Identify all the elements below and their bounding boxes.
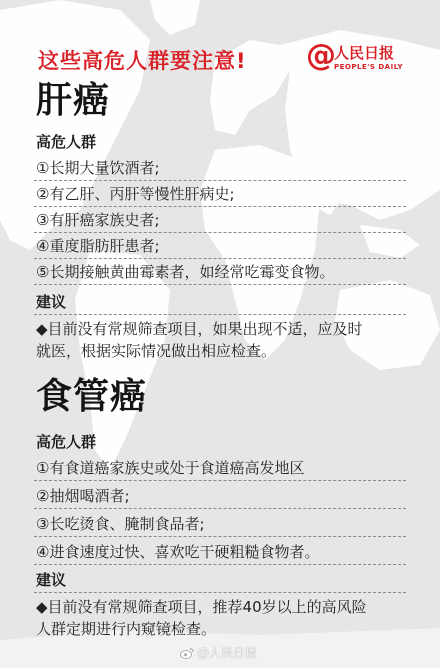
risk-list-item: ③有肝癌家族史者; <box>36 211 160 229</box>
risk-list-item: ①长期大量饮酒者; <box>36 159 160 177</box>
divider <box>34 314 406 315</box>
divider <box>34 564 406 565</box>
risk-group-heading: 高危人群 <box>36 133 97 151</box>
divider <box>34 258 406 259</box>
risk-list-item: ④进食速度过快、喜欢吃干硬粗糙食物者。 <box>36 543 320 561</box>
weibo-icon <box>180 647 194 659</box>
logo-at-symbol: @ <box>306 38 336 73</box>
divider <box>34 508 406 509</box>
section-title-esophageal-cancer: 食管癌 <box>36 376 148 417</box>
risk-list-item: ④重度脂肪肝患者; <box>36 237 160 255</box>
watermark-text: @人民日报 <box>197 646 258 660</box>
risk-list-item: ③长吃烫食、腌制食品者; <box>36 515 205 533</box>
logo-subtitle: PEOPLE'S DAILY <box>334 63 404 71</box>
divider <box>34 480 406 481</box>
divider <box>34 592 406 593</box>
divider <box>34 232 406 233</box>
page-title: 这些高危人群要注意! <box>38 49 247 73</box>
advice-line: ◆目前没有常规筛查项目，推荐40岁以上的高风险 <box>36 598 367 616</box>
risk-list-item: ②抽烟喝酒者; <box>36 487 130 505</box>
risk-list-item: ②有乙肝、丙肝等慢性肝病史; <box>36 185 235 203</box>
weibo-watermark <box>180 646 257 660</box>
risk-group-heading: 高危人群 <box>36 433 97 451</box>
advice-line: ◆目前没有常规筛查项目，如果出现不适，应及时 <box>36 320 363 338</box>
divider <box>34 284 406 285</box>
divider <box>34 180 406 181</box>
section-title-liver-cancer: 肝癌 <box>36 80 111 121</box>
peoples-daily-logo <box>306 40 416 76</box>
risk-list-item: ⑤长期接触黄曲霉素者，如经常吃霉变食物。 <box>36 263 335 281</box>
divider <box>34 206 406 207</box>
advice-heading: 建议 <box>36 571 67 589</box>
advice-line: 就医，根据实际情况做出相应检查。 <box>36 342 277 360</box>
advice-heading: 建议 <box>36 293 67 311</box>
risk-list-item: ①有食道癌家族史或处于食道癌高发地区 <box>36 459 305 477</box>
divider <box>34 536 406 537</box>
logo-name: 人民日报 <box>334 44 395 62</box>
advice-line: 人群定期进行内窥镜检查。 <box>36 620 217 638</box>
